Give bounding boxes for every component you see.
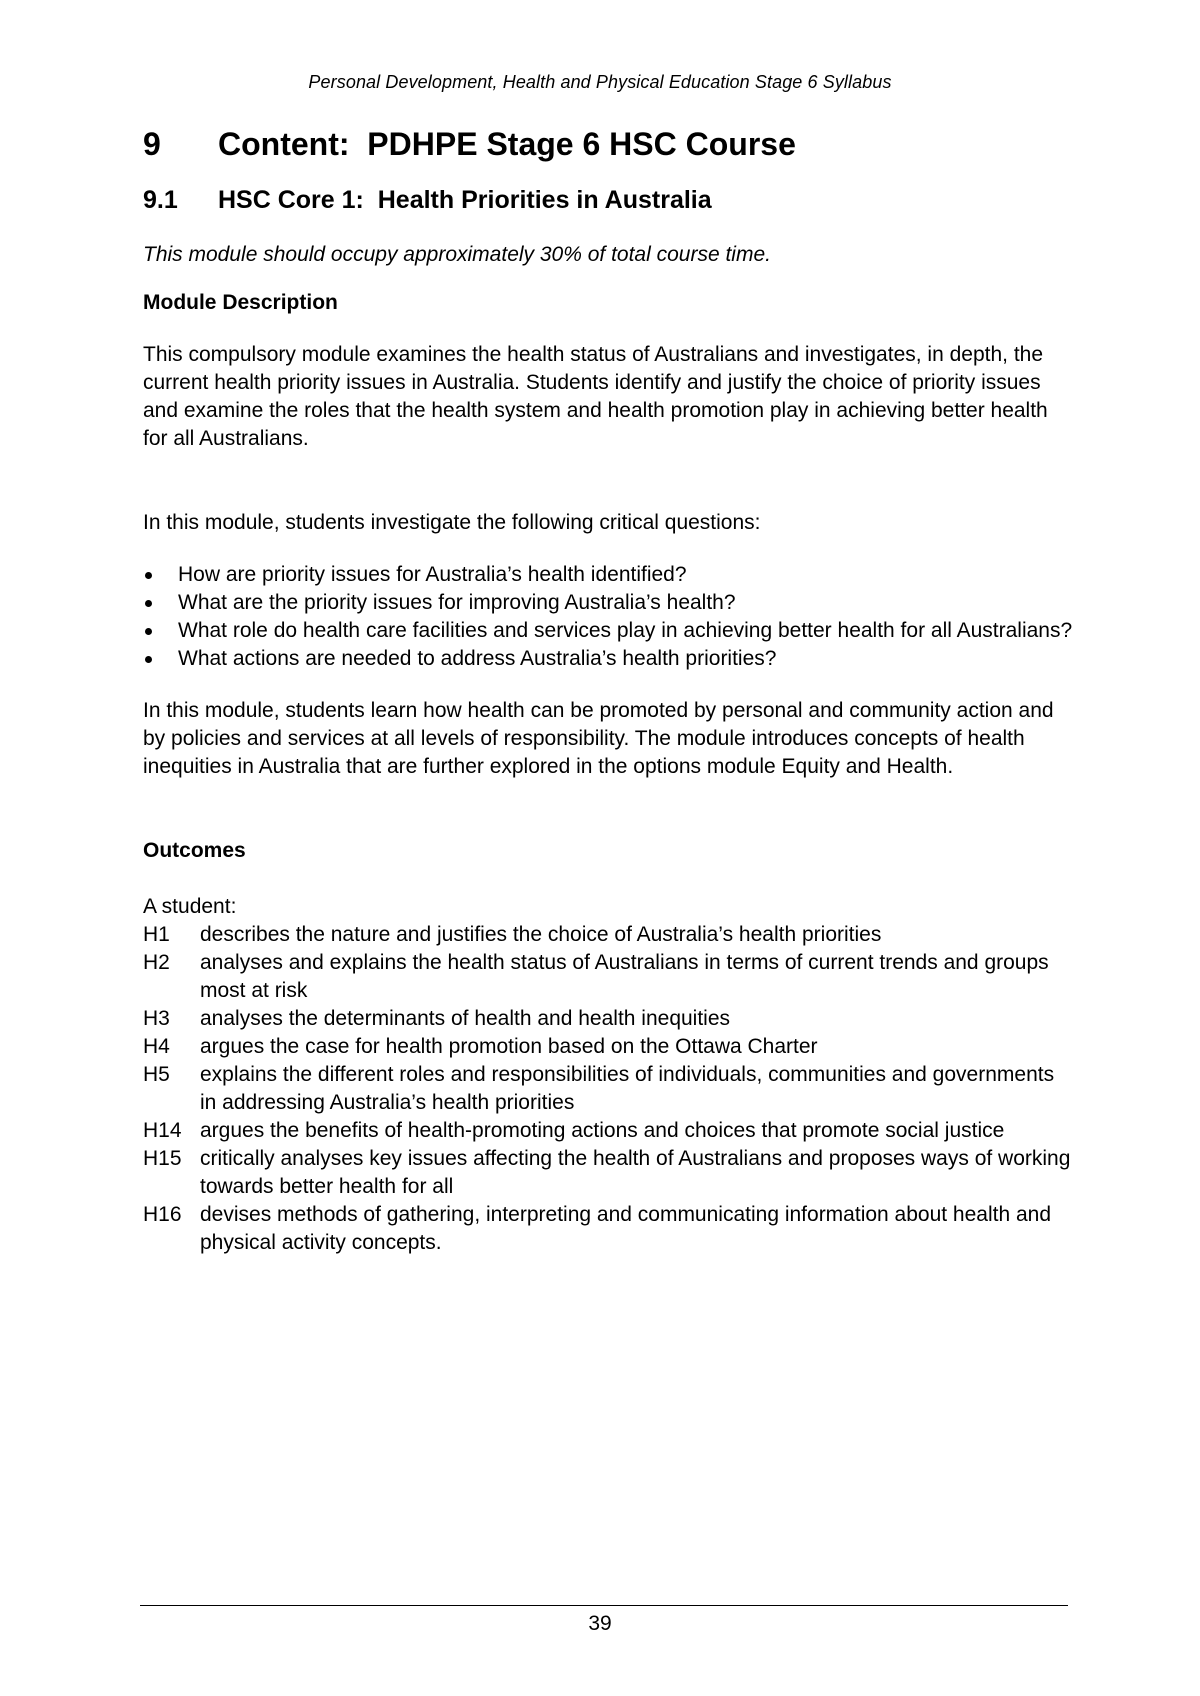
page-number: 39 [588, 1612, 612, 1635]
outcome-item [143, 921, 1073, 949]
outcomes-intro: A student: [143, 895, 237, 918]
outcomes-heading: Outcomes [143, 839, 246, 862]
outcome-code: H14 [143, 1119, 182, 1142]
outcome-code: H5 [143, 1063, 170, 1086]
module-description-paragraph: This compulsory module examines the health status of Australians and investigates, in depth, the current health priority issues in Australia. Students identify and justify the choice of priority issues and examine the roles that the health system and health promotion play in achieving better health for all Australians. [143, 343, 1048, 450]
list-item [143, 589, 1073, 617]
bullet-icon [145, 600, 152, 607]
page-content [143, 126, 1073, 1257]
bullet-icon [145, 572, 152, 579]
list-item [143, 561, 1073, 589]
outcome-text: describes the nature and justifies the choice of Australia’s health priorities [200, 923, 882, 946]
question-text: What actions are needed to address Australia’s health priorities? [178, 647, 777, 670]
time-allocation-note: This module should occupy approximately 30% of total course time. [143, 243, 771, 266]
outcome-item [143, 1061, 1073, 1117]
question-text: What are the priority issues for improving Australia’s health? [178, 591, 736, 614]
subsection-title: HSC Core 1: Health Priorities in Australia [218, 186, 712, 214]
outcome-item [143, 1005, 1073, 1033]
list-item [143, 617, 1073, 645]
outcome-code: H4 [143, 1035, 170, 1058]
running-header: Personal Development, Health and Physical Education Stage 6 Syllabus [308, 72, 892, 92]
outcome-item [143, 1145, 1073, 1201]
module-learning-paragraph: In this module, students learn how health can be promoted by personal and community action and by policies and services at all levels of responsibility. The module introduces concepts of health inequities in Australia that are further explored in the options module Equity and Health. [143, 699, 1054, 778]
subsection-number: 9.1 [143, 186, 178, 214]
footer-divider [140, 1605, 1068, 1606]
critical-questions-list [143, 561, 1073, 673]
outcome-item [143, 1117, 1073, 1145]
outcome-text: explains the different roles and responsibilities of individuals, communities and governments in addressing Australia’s health priorities [200, 1063, 1055, 1114]
outcome-text: critically analyses key issues affecting the health of Australians and proposes ways of working towards better health for all [200, 1147, 1071, 1198]
module-description-heading: Module Description [143, 291, 338, 314]
outcome-item [143, 949, 1073, 1005]
outcome-code: H1 [143, 923, 170, 946]
section-heading [143, 126, 1073, 170]
outcome-text: analyses the determinants of health and health inequities [200, 1007, 731, 1030]
outcome-code: H16 [143, 1203, 182, 1226]
bullet-icon [145, 628, 152, 635]
outcome-text: argues the case for health promotion based on the Ottawa Charter [200, 1035, 818, 1058]
question-text: What role do health care facilities and services play in achieving better health for all Australians? [178, 619, 1073, 642]
list-item [143, 645, 1073, 673]
outcome-item [143, 1201, 1073, 1257]
outcome-code: H2 [143, 951, 170, 974]
subsection-heading [143, 186, 1073, 222]
outcome-text: analyses and explains the health status of Australians in terms of current trends and groups most at risk [200, 951, 1049, 1002]
outcomes-list [143, 921, 1073, 1257]
question-text: How are priority issues for Australia’s health identified? [178, 563, 687, 586]
bullet-icon [145, 656, 152, 663]
section-title: Content: PDHPE Stage 6 HSC Course [218, 126, 796, 162]
outcome-text: argues the benefits of health-promoting actions and choices that promote social justice [200, 1119, 1005, 1142]
outcome-code: H15 [143, 1147, 182, 1170]
outcome-item [143, 1033, 1073, 1061]
critical-questions-intro: In this module, students investigate the following critical questions: [143, 511, 761, 534]
outcome-code: H3 [143, 1007, 170, 1030]
outcome-text: devises methods of gathering, interpreting and communicating information about health and physical activity concepts. [200, 1203, 1052, 1254]
section-number: 9 [143, 126, 161, 162]
